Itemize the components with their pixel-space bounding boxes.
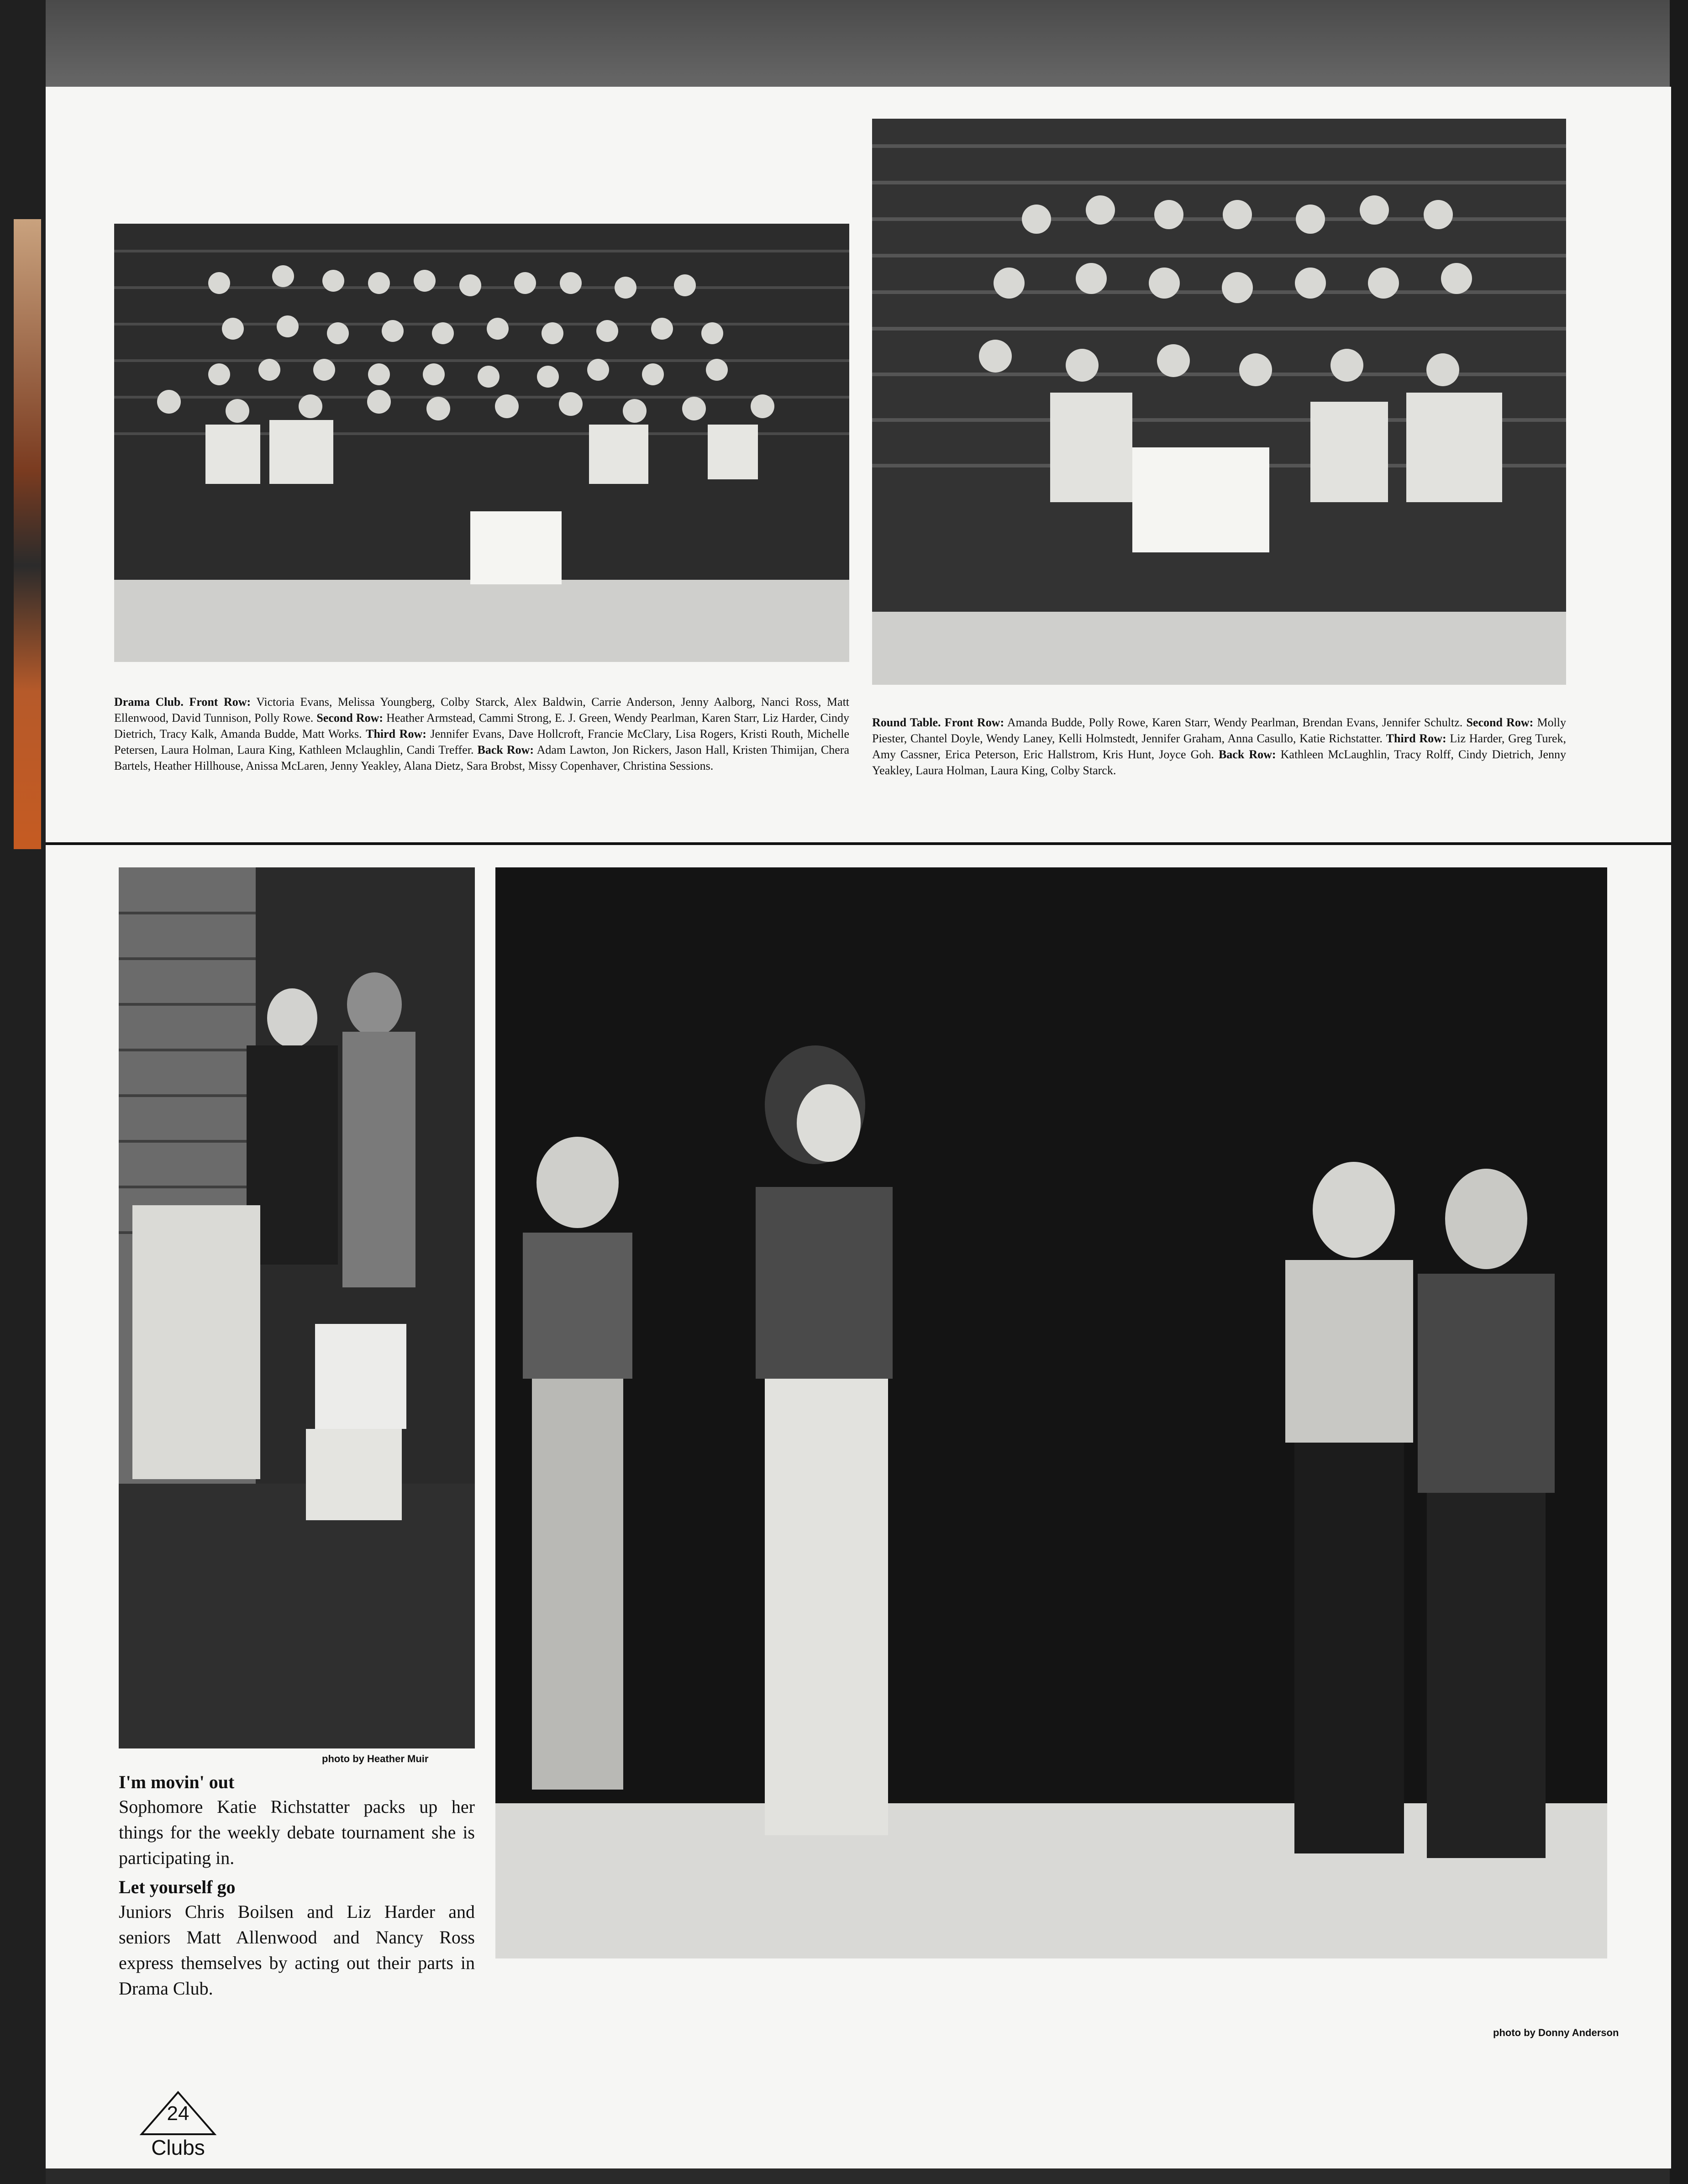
- section-divider-rule: [46, 842, 1671, 845]
- round-table-third-row-label: Third Row:: [1386, 732, 1446, 745]
- caption-heading-let-yourself-go: Let yourself go: [119, 1877, 236, 1897]
- caption-heading-movin-out: I'm movin' out: [119, 1772, 235, 1792]
- page-number: 24: [167, 2102, 189, 2125]
- drama-club-caption: [114, 694, 849, 774]
- facing-page-edge: [14, 219, 41, 849]
- page-folio: [137, 2089, 219, 2162]
- drama-club-second-row-label: Second Row:: [316, 711, 384, 724]
- round-table-title: Round Table.: [872, 716, 941, 729]
- drama-performance-photo: [495, 867, 1607, 1958]
- photo-credit-left: photo by Heather Muir: [322, 1753, 429, 1764]
- drama-club-back-row: Adam Lawton, Jon Rickers, Jason Hall, Kristen Thimijan, Chera Bartels, Heather Hillhouse, Anissa McLaren, Jenny Yeakley, Alana Dietz, Sara Brobst, Missy Copenhaver, Christina Sessions.: [114, 743, 849, 772]
- drama-club-title: Drama Club.: [114, 695, 184, 709]
- drama-club-front-row-label: Front Row:: [189, 695, 251, 709]
- drama-club-back-row-label: Back Row:: [477, 743, 534, 756]
- round-table-second-row-label: Second Row:: [1466, 716, 1534, 729]
- round-table-caption: [872, 714, 1566, 778]
- round-table-group-photo: [872, 119, 1566, 685]
- round-table-front-row-label: Front Row:: [944, 716, 1004, 729]
- round-table-back-row: Kathleen McLaughlin, Tracy Rolff, Cindy Dietrich, Jenny Yeakley, Laura Holman, Laura King, Colby Starck.: [872, 748, 1567, 777]
- drama-club-third-row: Jennifer Evans, Dave Hollcroft, Francie McClary, Lisa Rogers, Kristi Routh, Michelle Petersen, Laura Holman, Laura King, Kathleen Mclaughlin, Candi Treffer.: [114, 727, 850, 756]
- drama-club-group-photo: [114, 224, 849, 662]
- scan-background-right: [1670, 0, 1688, 2184]
- caption-text-movin-out: Sophomore Katie Richstatter packs up her things for the weekly debate tournament she is participating in.: [119, 1796, 475, 1868]
- section-label: Clubs: [151, 2136, 205, 2159]
- round-table-front-row: Amanda Budde, Polly Rowe, Karen Starr, Wendy Pearlman, Brendan Evans, Jennifer Schultz.: [1007, 716, 1463, 729]
- round-table-back-row-label: Back Row:: [1218, 748, 1276, 761]
- round-table-second-row: Molly Piester, Chantel Doyle, Wendy Laney, Kelli Holmstedt, Jennifer Graham, Anna Casullo, Katie Richstatter.: [872, 716, 1567, 745]
- drama-club-front-row: Victoria Evans, Melissa Youngberg, Colby Starck, Alex Baldwin, Carrie Anderson, Jenny Aalborg, Nanci Ross, Matt Ellenwood, David Tunnison, Polly Rowe.: [114, 695, 850, 724]
- drama-club-third-row-label: Third Row:: [366, 727, 426, 740]
- packing-photo: [119, 867, 475, 1748]
- photo-credit-right: photo by Donny Anderson: [1493, 2027, 1619, 2038]
- caption-text-let-yourself-go: Juniors Chris Boilsen and Liz Harder and seniors Matt Allenwood and Nancy Ross express themselves by acting out their parts in Drama Club.: [119, 1901, 475, 1999]
- round-table-third-row: Liz Harder, Greg Turek, Amy Cassner, Erica Peterson, Eric Hallstrom, Kris Hunt, Joyce Goh.: [872, 732, 1567, 761]
- drama-club-second-row: Heather Armstead, Cammi Strong, E. J. Green, Wendy Pearlman, Karen Starr, Liz Harder, Cindy Dietrich, Tracy Kalk, Amanda Budde, Matt Works.: [114, 711, 850, 740]
- yearbook-page: [46, 87, 1671, 2168]
